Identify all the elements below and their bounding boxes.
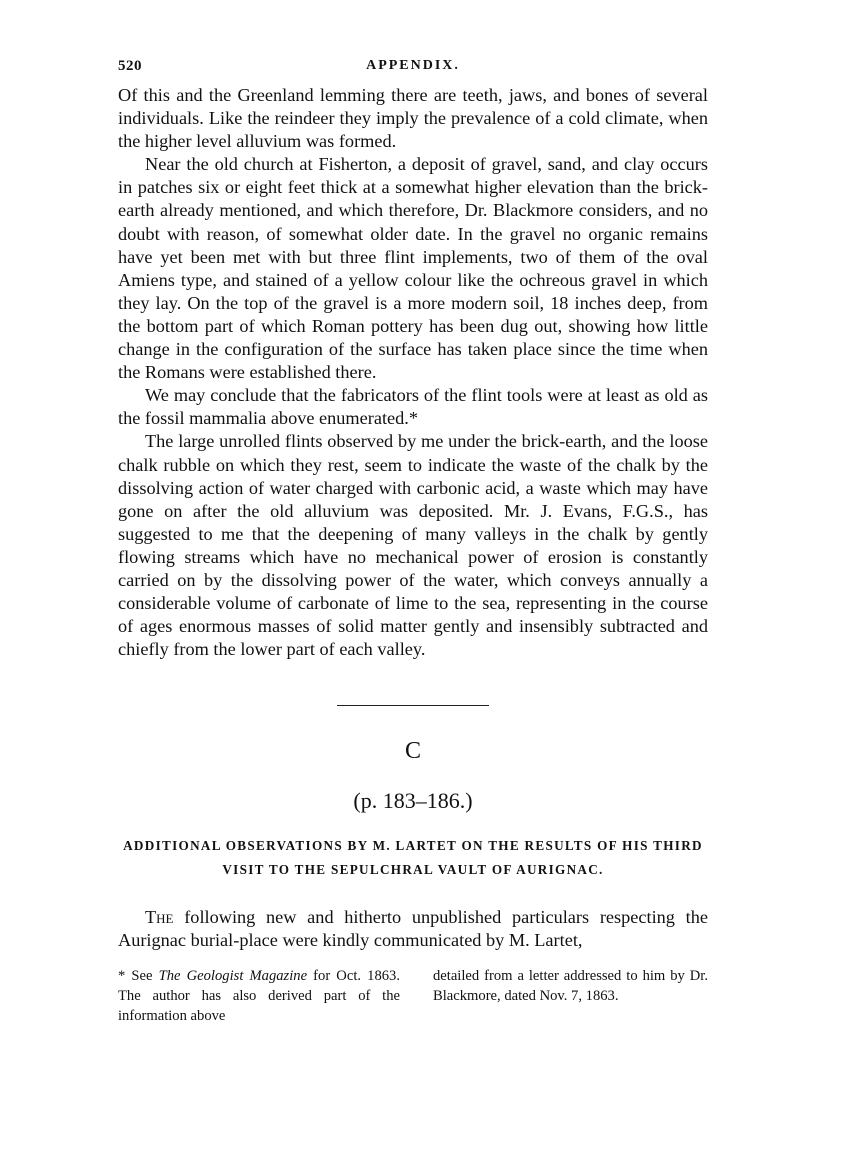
page-number: 520 — [118, 58, 142, 74]
running-head — [118, 58, 708, 84]
section-divider — [337, 705, 489, 706]
footnote-text: for Oct. 1863. The author has also derived part of the information above — [118, 967, 400, 1024]
section-intro — [118, 906, 708, 952]
footnote-journal-title: The Geologist Magazine — [158, 967, 308, 984]
footnote — [118, 966, 708, 1026]
running-title: APPENDIX. — [366, 58, 460, 73]
footnote-left-column — [118, 966, 400, 1026]
section-letter: C — [404, 738, 421, 765]
section-heading: ADDITIONAL OBSERVATIONS BY M. LARTET ON THE RESULTS OF HIS THIRD VISIT TO THE SEPULCHRAL VAULT OF AURIGNAC. — [123, 838, 703, 878]
paragraph — [118, 906, 708, 952]
paragraph: We may conclude that the fabricators of the flint tools were at least as old as the fossil mammalia above enumerated.* — [118, 385, 708, 429]
paragraph: The large unrolled flints observed by me under the brick-earth, and the loose chalk rubble on which they rest, seem to indicate the waste of the chalk by the dissolving action of water charged with carbonic acid, a waste which may have gone on after the old alluvium was deposited. Mr. J. Evans, F.G.S., has suggested to me that the deepening of many valleys in the chalk by gently flowing streams which have no mechanical power of erosion is constantly carried on by the dissolving power of the water, which conveys annually a considerable volume of carbonate of lime to the sea, representing in the course of ages enormous masses of solid matter gently and insensibly subtracted and chiefly from the lower part of each valley. — [118, 431, 708, 660]
paragraph: Of this and the Greenland lemming there are teeth, jaws, and bones of several individuals. Like the reindeer they imply the prevalence of a cold climate, when the higher level alluvium was formed. — [118, 85, 708, 152]
book-page — [118, 58, 708, 1026]
intro-text: following new and hitherto unpublished particulars respecting the Aurignac burial-place were kindly communicated by M. Lartet, — [118, 907, 708, 951]
paragraph: Near the old church at Fisherton, a deposit of gravel, sand, and clay occurs in patches six or eight feet thick at a somewhat higher elevation than the brick-earth already mentioned, and which therefore, Dr. Blackmore considers, and no doubt with reason, of somewhat older date. In the gravel no organic remains have yet been met with but three flint implements, two of them of the oval Amiens type, and stained of a yellow colour like the ochreous gravel in which they lay. On the top of the gravel is a more modern soil, 18 inches deep, from the bottom part of which Roman pottery has been dug out, showing how little change in the configuration of the surface has taken place since the time when the Romans were established there. — [118, 154, 708, 383]
section-page-reference: (p. 183–186.) — [353, 788, 473, 814]
footnote-right-column: detailed from a letter addressed to him by Dr. Blackmore, dated Nov. 7, 1863. — [433, 967, 708, 1004]
footnote-prefix: * See — [118, 967, 159, 984]
body-text — [118, 84, 708, 661]
intro-first-word: The — [145, 907, 174, 928]
